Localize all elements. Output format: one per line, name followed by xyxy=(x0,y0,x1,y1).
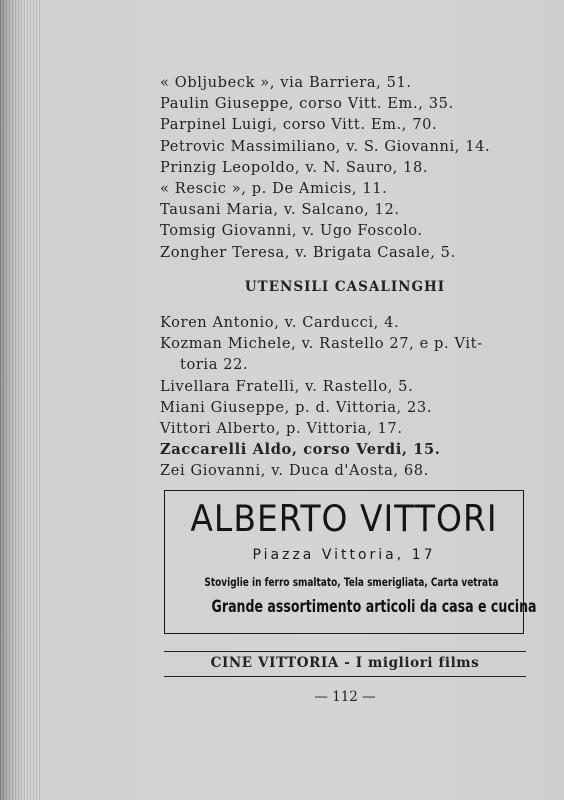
list-item-highlighted: Zaccarelli Aldo, corso Verdi, 15. xyxy=(160,441,441,459)
list-item: « Rescic », p. De Amicis, 11. xyxy=(160,180,388,198)
ad-slogan: Grande assortimento articoli da casa e cucina xyxy=(211,597,537,617)
list-item: Livellara Fratelli, v. Rastello, 5. xyxy=(160,377,414,395)
ad-business-name: ALBERTO VITTORI xyxy=(190,497,498,540)
directory-list-utensili xyxy=(160,312,530,482)
divider-top xyxy=(164,651,526,652)
list-item: Koren Antonio, v. Carducci, 4. xyxy=(160,314,400,331)
ad-address: Piazza Vittoria, 17 xyxy=(252,547,436,563)
list-item: « Obljubeck », via Barriera, 51. xyxy=(160,74,412,91)
list-item-continuation: toria 22. xyxy=(180,356,249,374)
divider-bottom xyxy=(164,676,526,677)
list-item: Tomsig Giovanni, v. Ugo Foscolo. xyxy=(160,222,423,240)
list-item: Prinzig Leopoldo, v. N. Sauro, 18. xyxy=(160,158,429,176)
list-item: Kozman Michele, v. Rastello 27, e p. Vit- xyxy=(160,335,483,353)
page-number: — 112 — xyxy=(314,689,376,705)
directory-list xyxy=(160,72,530,263)
list-item: Zongher Teresa, v. Brigata Casale, 5. xyxy=(160,243,456,261)
list-item: Zei Giovanni, v. Duca d'Aosta, 68. xyxy=(160,462,429,480)
footer-banner: CINE VITTORIA - I migliori films xyxy=(210,655,480,671)
section-heading: UTENSILI CASALINGHI xyxy=(244,279,446,295)
binding-edge xyxy=(0,0,40,800)
ad-products: Stoviglie in ferro smaltato, Tela smerigliata, Carta vetrata xyxy=(204,575,499,589)
advertisement-box xyxy=(164,490,537,634)
list-item: Vittori Alberto, p. Vittoria, 17. xyxy=(160,420,403,438)
list-item: Tausani Maria, v. Salcano, 12. xyxy=(160,201,400,219)
list-item: Paulin Giuseppe, corso Vitt. Em., 35. xyxy=(160,95,454,113)
list-item: Miani Giuseppe, p. d. Vittoria, 23. xyxy=(160,398,433,416)
list-item: Parpinel Luigi, corso Vitt. Em., 70. xyxy=(160,116,438,134)
list-item: Petrovic Massimiliano, v. S. Giovanni, 14. xyxy=(160,137,491,155)
